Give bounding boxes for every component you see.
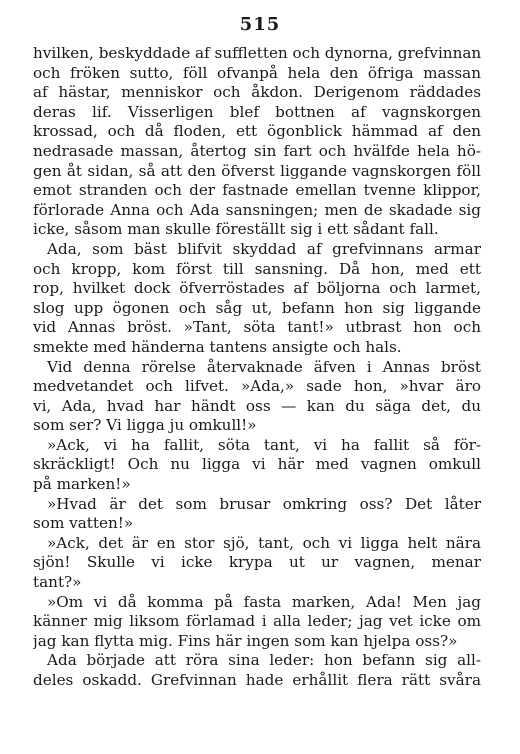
text-line: deles oskadd. Grefvinnan hade erhållit flera rätt svåra <box>33 671 481 689</box>
text-line: som ser? Vi ligga ju omkull!» <box>33 416 257 435</box>
text-line: »Ack, det är en stor sjö, tant, och vi ligga helt nära <box>47 533 481 552</box>
text-line: hvilken, beskyddade af suffletten och dynorna, grefvinnan <box>33 44 481 62</box>
body-text <box>33 44 481 691</box>
text-line: »Om vi då komma på fasta marken, Ada! Men jag <box>47 592 481 611</box>
text-line: Ada började att röra sina leder: hon befann sig all- <box>47 651 481 670</box>
text-line: på marken!» <box>33 475 131 494</box>
text-line: »Hvad är det som brusar omkring oss? Det låter <box>47 494 481 513</box>
text-line: »Ack, vi ha fallit, söta tant, vi ha fallit så för- <box>47 435 481 454</box>
text-line: förlorade Anna och Ada sansningen; men de skadade sig <box>33 200 481 219</box>
text-line: deras lif. Visserligen blef bottnen af vagnskorgen <box>33 102 481 121</box>
text-line: emot stranden och der fastnade emellan tvenne klippor, <box>33 181 481 200</box>
text-line: skräckligt! Och nu ligga vi här med vagnen omkull <box>33 455 481 474</box>
text-line: som vatten!» <box>33 514 134 533</box>
text-line: icke, såsom man skulle föreställt sig i ett sådant fall. <box>33 220 439 239</box>
text-line: nedrasade massan, återtog sin fart och hvälfde hela hö- <box>33 141 481 160</box>
text-line: Vid denna rörelse återvaknade äfven i Annas bröst <box>47 357 481 376</box>
text-line: vid Annas bröst. »Tant, söta tant!» utbrast hon och <box>33 318 481 337</box>
text-line: känner mig liksom förlamad i alla leder; jag vet icke om <box>33 612 481 631</box>
text-line: krossad, och då floden, ett ögonblick hämmad af den <box>33 122 481 141</box>
text-line: och kropp, kom först till sansning. Då hon, med ett <box>33 259 481 278</box>
text-line: vi, Ada, hvad har händt oss — kan du säga det, du <box>33 396 481 415</box>
text-line: Ada, som bäst blifvit skyddad af grefvinnans armar <box>47 239 481 258</box>
text-line: medvetandet och lifvet. »Ada,» sade hon, »hvar äro <box>33 377 481 396</box>
text-line: slog upp ögonen och såg ut, befann hon sig liggande <box>33 298 481 317</box>
text-line: tant?» <box>33 573 82 592</box>
text-line: jag kan flytta mig. Fins här ingen som kan hjelpa oss?» <box>33 631 458 650</box>
text-line: af hästar, menniskor och åkdon. Derigenom räddades <box>33 83 481 102</box>
text-line: gen åt sidan, så att den öfverst liggande vagnskorgen föll <box>33 161 481 180</box>
text-line: smekte med händerna tantens ansigte och hals. <box>33 337 402 356</box>
text-line: sjön! Skulle vi icke krypa ut ur vagnen, menar <box>33 553 481 572</box>
text-line: och fröken sutto, föll ofvanpå hela den öfriga massan <box>33 63 481 82</box>
page-number: 515 <box>239 14 281 35</box>
text-line: rop, hvilket dock öfverröstades af böljorna och larmet, <box>33 279 481 298</box>
